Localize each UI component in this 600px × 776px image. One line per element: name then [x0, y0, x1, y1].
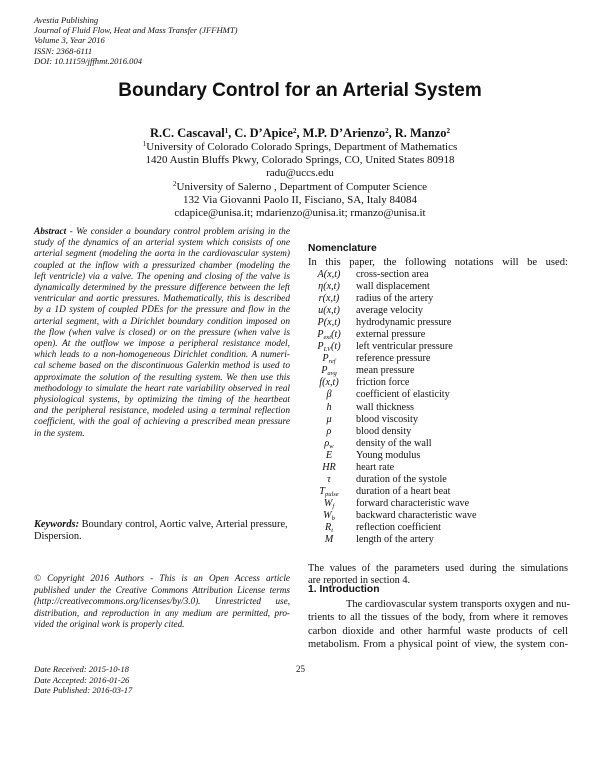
- nomenclature-item: [308, 510, 568, 522]
- nomenclature-description: heart rate: [356, 461, 395, 473]
- affiliation-line: [0, 181, 600, 194]
- header-line: Journal of Fluid Flow, Heat and Mass Transfer (JFFHMT): [34, 25, 238, 36]
- introduction-line: carbon dioxide and other harmful waste products of cell: [308, 625, 568, 637]
- date-line: Date Accepted: 2016-01-26: [34, 674, 130, 685]
- copyright-notice: [34, 573, 290, 631]
- copyright-text: published under the Creative Commons Attribution License terms: [34, 584, 290, 595]
- abstract-line: [34, 395, 290, 406]
- abstract-line: [34, 350, 290, 361]
- nomenclature-description: wall thickness: [356, 401, 415, 413]
- nomenclature-item: [308, 462, 568, 474]
- nomenclature-description: external pressure: [356, 329, 426, 341]
- nomenclature-description: left ventricular pressure: [356, 341, 453, 353]
- nomenclature-symbol: $P_{avg}$: [321, 365, 337, 378]
- header-line: Avestia Publishing: [34, 15, 99, 25]
- parameters-note-line: are reported in section 4.: [308, 575, 411, 586]
- page-number: 25: [296, 664, 305, 674]
- nomenclature-symbol: $\rho_w$: [324, 437, 334, 450]
- nomenclature-symbol: η(x,t): [318, 281, 340, 293]
- nomenclature-symbol: μ: [326, 413, 332, 425]
- symbol-subscript: t: [331, 526, 334, 534]
- nomenclature-item: [308, 329, 568, 341]
- abstract-line: [34, 238, 290, 249]
- nomenclature-item: [308, 438, 568, 450]
- nomenclature-description: length of the artery: [356, 534, 434, 546]
- nomenclature-item: [308, 414, 568, 426]
- nomenclature-symbol: $P_{LV}(t)$: [317, 341, 341, 354]
- affiliation-line: [0, 141, 600, 154]
- nomenclature-item: [308, 353, 568, 365]
- nomenclature-item: [308, 377, 568, 389]
- affiliation-mark: 2: [385, 127, 389, 135]
- affiliation-mark: 2: [446, 127, 450, 135]
- nomenclature-description: forward characteristic wave: [356, 497, 470, 509]
- abstract-line: [34, 305, 290, 316]
- abstract-line: [34, 373, 290, 384]
- abstract-text: which leads to a non-homogeneous Dirichlet condition. A numeri-: [34, 350, 290, 361]
- affiliation-text: University of Colorado Colorado Springs, Department of Mathematics: [146, 141, 458, 153]
- nomenclature-heading: Nomenclature: [308, 243, 377, 254]
- keywords: [34, 519, 290, 543]
- date-line: Date Received: 2015-10-18: [34, 664, 129, 674]
- affiliation-mark: 1: [142, 140, 147, 148]
- keywords-label: Keywords:: [34, 519, 80, 530]
- symbol-subscript: pulse: [324, 490, 339, 498]
- nomenclature-symbol: u(x,t): [318, 305, 340, 317]
- header-line: DOI: 10.11159/jffhmt.2016.004: [34, 55, 143, 66]
- abstract-line: [34, 249, 290, 260]
- nomenclature-description: wall displacement: [356, 281, 430, 293]
- symbol-subscript: ext: [323, 334, 332, 342]
- nomenclature-item: [308, 486, 568, 498]
- abstract-line: [34, 339, 290, 350]
- symbol-subscript: w: [329, 442, 334, 450]
- affiliation-line: [0, 194, 600, 207]
- nomenclature-symbol: β: [326, 389, 332, 401]
- nomenclature-item: [308, 402, 568, 414]
- copyright-line: [34, 585, 290, 597]
- abstract-line: [34, 317, 290, 328]
- abstract-line: [34, 361, 290, 372]
- nomenclature-symbol: $P_{ext}(t)$: [317, 329, 341, 342]
- parameters-note-line: The values of the parameters used during the simulations: [308, 563, 568, 574]
- nomenclature-description: cross-section area: [356, 269, 429, 280]
- nomenclature-symbol: $W_f$: [323, 497, 335, 510]
- nomenclature-description: reflection coefficient: [356, 521, 441, 533]
- paper-title: Boundary Control for an Arterial System: [118, 80, 482, 101]
- copyright-icon: ©: [34, 573, 41, 583]
- abstract-text: arterial segment, with a Dirichlet boundary condition imposed on: [34, 316, 290, 327]
- header-line: Volume 3, Year 2016: [34, 35, 105, 46]
- nomenclature-description: backward characteristic wave: [356, 509, 477, 521]
- nomenclature-symbol: E: [325, 449, 333, 461]
- nomenclature-item: [308, 426, 568, 438]
- introduction-line: metabolism. From a physical point of view, the system con-: [308, 638, 568, 650]
- abstract-line: [34, 384, 290, 395]
- author-name: , C. D’Apice: [228, 126, 293, 140]
- abstract-text: ventricular and aortic pressures. Mathematically, this is described: [34, 294, 290, 305]
- nomenclature-item: [308, 498, 568, 510]
- nomenclature-symbol: A(x,t): [317, 269, 341, 280]
- nomenclature-item: [308, 522, 568, 534]
- author-list: [0, 126, 600, 141]
- header-line: ISSN: 2368-6111: [34, 45, 93, 56]
- affiliation-line: [0, 167, 600, 180]
- nomenclature-description: density of the wall: [356, 437, 432, 449]
- date-line: Date Published: 2016-03-17: [34, 685, 133, 695]
- affiliation-text: cdapice@unisa.it; mdarienzo@unisa.it; rmanzo@unisa.it: [174, 207, 426, 220]
- author-name: , R. Manzo: [388, 126, 447, 140]
- symbol-subscript: b: [331, 514, 335, 522]
- nomenclature-description: hydrodynamic pressure: [356, 317, 452, 329]
- affiliation-mark: 2: [173, 179, 177, 188]
- nomenclature-item: [308, 281, 568, 293]
- affiliation-text: radu@uccs.edu: [266, 167, 334, 180]
- introduction-line: trients to all the tissues of the body, from where it removes: [308, 612, 568, 624]
- copyright-text: distribution, and reproduction in any medium are permitted, pro-: [34, 607, 290, 618]
- affiliation-text: University of Salerno , Department of Computer Science: [176, 180, 427, 193]
- affiliation-text: 1420 Austin Bluffs Pkwy, Colorado Springs, CO, United States 80918: [145, 154, 455, 167]
- symbol-subscript: LV: [323, 346, 331, 354]
- nomenclature-list: [308, 269, 568, 546]
- nomenclature-symbol: f(x,t): [319, 377, 339, 389]
- copyright-line: [34, 596, 290, 608]
- copyright-text: vided the original work is properly cited.: [34, 619, 185, 629]
- journal-header: [34, 15, 237, 66]
- nomenclature-description: blood viscosity: [356, 413, 418, 425]
- nomenclature-description: duration of a heart beat: [356, 485, 451, 497]
- abstract-text: arterial segment (modeling the aorta in the cardiovascular system): [34, 249, 290, 260]
- copyright-line: [34, 619, 290, 631]
- abstract-line: [34, 294, 290, 305]
- nomenclature-item: [308, 269, 568, 281]
- nomenclature-item: [308, 389, 568, 401]
- abstract-text: coupled at the inflow with a pressurized chamber (modeling the: [34, 260, 290, 271]
- nomenclature-description: friction force: [356, 377, 410, 389]
- nomenclature-symbol: M: [324, 534, 334, 546]
- nomenclature-symbol: r(x,t): [318, 293, 340, 305]
- keywords-text: Boundary control, Aortic valve, Arterial pressure, Dispersion.: [34, 519, 288, 542]
- abstract-text: in the system.: [34, 428, 85, 439]
- nomenclature-symbol: $P_{ref}$: [322, 353, 336, 366]
- abstract-line: [34, 227, 290, 238]
- abstract-text: open). At the outflow we impose a peripheral resistance model,: [34, 339, 290, 350]
- nomenclature-symbol: h: [326, 401, 332, 413]
- nomenclature-description: mean pressure: [356, 365, 415, 377]
- symbol-subscript: avg: [327, 370, 337, 378]
- nomenclature-item: [308, 450, 568, 462]
- nomenclature-item: [308, 293, 568, 305]
- abstract-text: the flow (when valve is closed) or on the pressure (when valve is: [34, 327, 290, 338]
- affiliation-line: [0, 207, 600, 220]
- abstract-line: [34, 272, 290, 283]
- author-name: , M.P. D’Arienzo: [296, 126, 386, 140]
- nomenclature-symbol: $T_{pulse}$: [319, 485, 339, 498]
- nomenclature-symbol: $W_b$: [323, 509, 335, 522]
- affiliation-mark: 1: [224, 127, 229, 135]
- nomenclature-symbol: ρ: [326, 425, 332, 437]
- abstract-label: Abstract: [34, 227, 67, 237]
- abstract-line: [34, 417, 290, 428]
- copyright-text: (http://creativecommons.org/licenses/by/3.0). Unrestricted use,: [34, 596, 290, 606]
- abstract-line: [34, 283, 290, 294]
- affiliation-line: [0, 154, 600, 167]
- abstract-text: - We consider a boundary control problem arising in the: [66, 227, 290, 237]
- nomenclature-item: [308, 534, 568, 546]
- abstract-text: cal scheme based on the discontinuous Galerkin method is used to: [34, 361, 290, 372]
- nomenclature-intro: In this paper, the following notations will be used:: [308, 257, 568, 268]
- abstract-text: coefficient, with the goal of achieving a prescribed mean pressure: [34, 417, 290, 428]
- nomenclature-item: [308, 365, 568, 377]
- abstract-text: methodology to simulate the heart rate variability observed in real: [34, 383, 290, 394]
- nomenclature-description: coefficient of elasticity: [356, 389, 450, 401]
- nomenclature-symbol: P(x,t): [317, 317, 341, 329]
- abstract-text: left ventricle) via a valve. The opening and closing of the valve is: [34, 271, 290, 282]
- abstract: [34, 227, 290, 440]
- copyright-text: Copyright 2016 Authors - This is an Open Access article: [40, 573, 290, 583]
- symbol-subscript: ref: [328, 358, 336, 366]
- nomenclature-description: reference pressure: [356, 353, 431, 365]
- affiliations: [0, 141, 600, 220]
- abstract-line: [34, 429, 290, 440]
- nomenclature-symbol: τ: [327, 473, 331, 485]
- nomenclature-description: average velocity: [356, 305, 424, 317]
- nomenclature-symbol: $R_t$: [324, 521, 334, 534]
- abstract-text: by a 1D system of coupled PDEs for the pressure and flow in the: [34, 305, 290, 316]
- abstract-text: approximate the solution of the resulting system. We then use this: [34, 372, 290, 383]
- abstract-line: [34, 328, 290, 339]
- copyright-line: [34, 608, 290, 620]
- nomenclature-description: blood density: [356, 425, 412, 437]
- abstract-text: dynamically determined by the pressure difference between the left: [34, 283, 290, 294]
- article-dates: [34, 664, 132, 696]
- nomenclature-item: [308, 341, 568, 353]
- section-heading-introduction: 1. Introduction: [308, 584, 380, 595]
- affiliation-text: 132 Via Giovanni Paolo II, Fisciano, SA, Italy 84084: [182, 193, 418, 206]
- abstract-line: [34, 406, 290, 417]
- introduction-line: The cardiovascular system transports oxygen and nu-: [346, 599, 570, 610]
- abstract-text: study of the dynamics of an arterial system which consists of one: [34, 238, 290, 249]
- copyright-line: [34, 573, 290, 585]
- abstract-line: [34, 261, 290, 272]
- abstract-text: and the peripheral resistance, modeled using a terminal reflection: [34, 406, 290, 417]
- nomenclature-description: radius of the artery: [356, 293, 434, 305]
- nomenclature-item: [308, 317, 568, 329]
- nomenclature-symbol: HR: [322, 461, 336, 473]
- nomenclature-item: [308, 305, 568, 317]
- introduction-paragraph: [308, 598, 568, 651]
- symbol-subscript: f: [332, 502, 335, 510]
- nomenclature-description: Young modulus: [356, 449, 421, 461]
- abstract-text: physiological systems, by optimizing the timing of the heartbeat: [34, 395, 290, 406]
- nomenclature-description: duration of the systole: [356, 473, 447, 485]
- nomenclature-item: [308, 474, 568, 486]
- affiliation-mark: 2: [292, 127, 297, 135]
- author-name: R.C. Cascaval: [150, 126, 225, 140]
